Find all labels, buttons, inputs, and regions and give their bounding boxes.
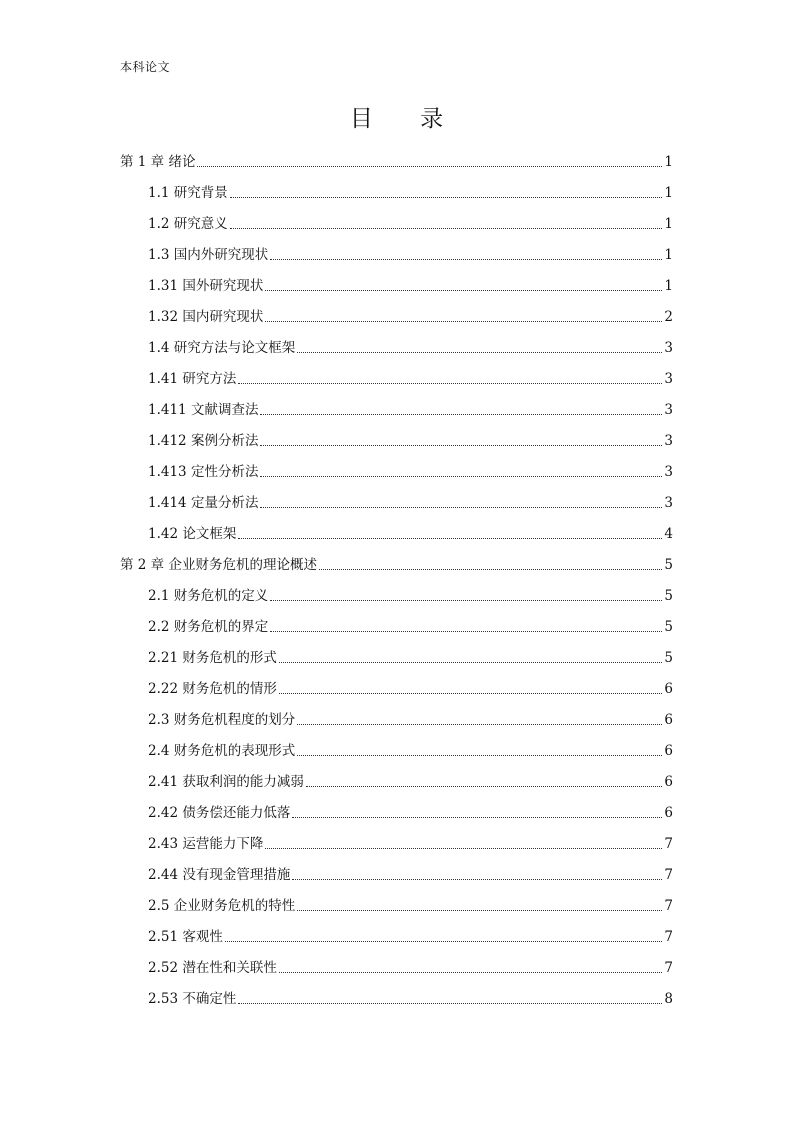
toc-dot-leader: [230, 228, 663, 229]
toc-page-number: 5: [664, 557, 673, 573]
toc-chapter-entry[interactable]: [120, 141, 673, 172]
toc-dot-leader: [292, 817, 662, 818]
toc-entry-label: 第 1 章 绪论: [120, 154, 196, 170]
toc-entry-label: 2.43 运营能力下降: [148, 836, 264, 852]
toc-entry-label: 第 2 章 企业财务危机的理论概述: [120, 557, 317, 573]
page-title: 目 录: [349, 106, 464, 132]
toc-entry-label: 1.31 国外研究现状: [148, 278, 264, 294]
toc-dot-leader: [260, 414, 662, 415]
toc-entry-label: 2.41 获取利润的能力减弱: [148, 774, 304, 790]
toc-section-entry[interactable]: [120, 172, 673, 203]
toc-dot-leader: [225, 941, 663, 942]
toc-page-number: 6: [664, 681, 673, 697]
toc-dot-leader: [297, 352, 662, 353]
toc-entry-label: 2.53 不确定性: [148, 991, 237, 1007]
toc-dot-leader: [279, 662, 663, 663]
toc-section-entry[interactable]: [120, 637, 673, 668]
table-of-contents: [120, 141, 673, 1009]
toc-dot-leader: [238, 538, 662, 539]
toc-dot-leader: [238, 1003, 662, 1004]
toc-section-entry[interactable]: [120, 451, 673, 482]
toc-dot-leader: [270, 259, 662, 260]
toc-page-number: 5: [664, 588, 673, 604]
toc-page-number: 3: [664, 340, 673, 356]
toc-page-number: 3: [664, 402, 673, 418]
toc-section-entry[interactable]: [120, 916, 673, 947]
toc-dot-leader: [292, 879, 662, 880]
toc-entry-label: 2.44 没有现金管理措施: [148, 867, 291, 883]
toc-entry-label: 2.51 客观性: [148, 929, 223, 945]
toc-dot-leader: [297, 724, 662, 725]
toc-entry-label: 2.52 潜在性和关联性: [148, 960, 277, 976]
toc-page-number: 6: [664, 743, 673, 759]
toc-section-entry[interactable]: [120, 358, 673, 389]
toc-page-number: 1: [664, 154, 673, 170]
toc-section-entry[interactable]: [120, 575, 673, 606]
toc-page-number: 1: [664, 247, 673, 263]
toc-page-number: 7: [664, 867, 673, 883]
toc-section-entry[interactable]: [120, 947, 673, 978]
toc-dot-leader: [265, 848, 662, 849]
toc-page-number: 5: [664, 650, 673, 666]
toc-dot-leader: [265, 290, 662, 291]
toc-page-number: 6: [664, 805, 673, 821]
toc-entry-label: 2.2 财务危机的界定: [148, 619, 269, 635]
toc-dot-leader: [279, 972, 663, 973]
toc-dot-leader: [297, 755, 662, 756]
toc-page-number: 3: [664, 371, 673, 387]
toc-section-entry[interactable]: [120, 203, 673, 234]
toc-page-number: 6: [664, 712, 673, 728]
toc-entry-label: 2.42 债务偿还能力低落: [148, 805, 291, 821]
toc-entry-label: 1.32 国内研究现状: [148, 309, 264, 325]
toc-dot-leader: [238, 383, 662, 384]
toc-page-number: 3: [664, 495, 673, 511]
toc-page-number: 6: [664, 774, 673, 790]
toc-dot-leader: [197, 166, 662, 167]
toc-section-entry[interactable]: [120, 389, 673, 420]
toc-dot-leader: [230, 197, 663, 198]
toc-entry-label: 1.3 国内外研究现状: [148, 247, 269, 263]
toc-entry-label: 1.42 论文框架: [148, 526, 237, 542]
toc-entry-label: 2.1 财务危机的定义: [148, 588, 269, 604]
toc-page-number: 2: [664, 309, 673, 325]
toc-dot-leader: [270, 631, 662, 632]
toc-entry-label: 1.2 研究意义: [148, 216, 228, 232]
toc-section-entry[interactable]: [120, 885, 673, 916]
toc-chapter-entry[interactable]: [120, 544, 673, 575]
toc-entry-label: 2.3 财务危机程度的划分: [148, 712, 296, 728]
toc-entry-label: 1.1 研究背景: [148, 185, 228, 201]
toc-entry-label: 2.4 财务危机的表现形式: [148, 743, 296, 759]
toc-section-entry[interactable]: [120, 606, 673, 637]
toc-section-entry[interactable]: [120, 730, 673, 761]
toc-dot-leader: [260, 445, 662, 446]
toc-entry-label: 2.21 财务危机的形式: [148, 650, 277, 666]
toc-section-entry[interactable]: [120, 513, 673, 544]
toc-section-entry[interactable]: [120, 265, 673, 296]
toc-section-entry[interactable]: [120, 234, 673, 265]
toc-section-entry[interactable]: [120, 792, 673, 823]
toc-page-number: 4: [664, 526, 673, 542]
page-header: 本科论文: [120, 60, 171, 74]
toc-page-number: 3: [664, 464, 673, 480]
toc-section-entry[interactable]: [120, 823, 673, 854]
toc-dot-leader: [260, 507, 662, 508]
toc-dot-leader: [260, 476, 662, 477]
toc-section-entry[interactable]: [120, 854, 673, 885]
toc-dot-leader: [306, 786, 663, 787]
toc-section-entry[interactable]: [120, 668, 673, 699]
toc-dot-leader: [265, 321, 662, 322]
toc-page-number: 1: [664, 278, 673, 294]
toc-entry-label: 1.41 研究方法: [148, 371, 237, 387]
toc-dot-leader: [279, 693, 663, 694]
toc-page-number: 8: [664, 991, 673, 1007]
toc-section-entry[interactable]: [120, 761, 673, 792]
toc-entry-label: 1.414 定量分析法: [148, 495, 259, 511]
toc-section-entry[interactable]: [120, 978, 673, 1009]
toc-section-entry[interactable]: [120, 327, 673, 358]
toc-section-entry[interactable]: [120, 699, 673, 730]
toc-page-number: 3: [664, 433, 673, 449]
toc-entry-label: 2.22 财务危机的情形: [148, 681, 277, 697]
toc-section-entry[interactable]: [120, 482, 673, 513]
toc-dot-leader: [270, 600, 662, 601]
toc-entry-label: 2.5 企业财务危机的特性: [148, 898, 296, 914]
toc-entry-label: 1.412 案例分析法: [148, 433, 259, 449]
toc-page-number: 7: [664, 929, 673, 945]
toc-section-entry[interactable]: [120, 420, 673, 451]
toc-entry-label: 1.411 文献调查法: [148, 402, 259, 418]
toc-page-number: 7: [664, 836, 673, 852]
toc-page-number: 1: [664, 216, 673, 232]
toc-dot-leader: [319, 569, 662, 570]
toc-dot-leader: [297, 910, 662, 911]
toc-entry-label: 1.4 研究方法与论文框架: [148, 340, 296, 356]
toc-page-number: 1: [664, 185, 673, 201]
toc-entry-label: 1.413 定性分析法: [148, 464, 259, 480]
toc-page-number: 5: [664, 619, 673, 635]
toc-page-number: 7: [664, 960, 673, 976]
toc-page-number: 7: [664, 898, 673, 914]
toc-section-entry[interactable]: [120, 296, 673, 327]
